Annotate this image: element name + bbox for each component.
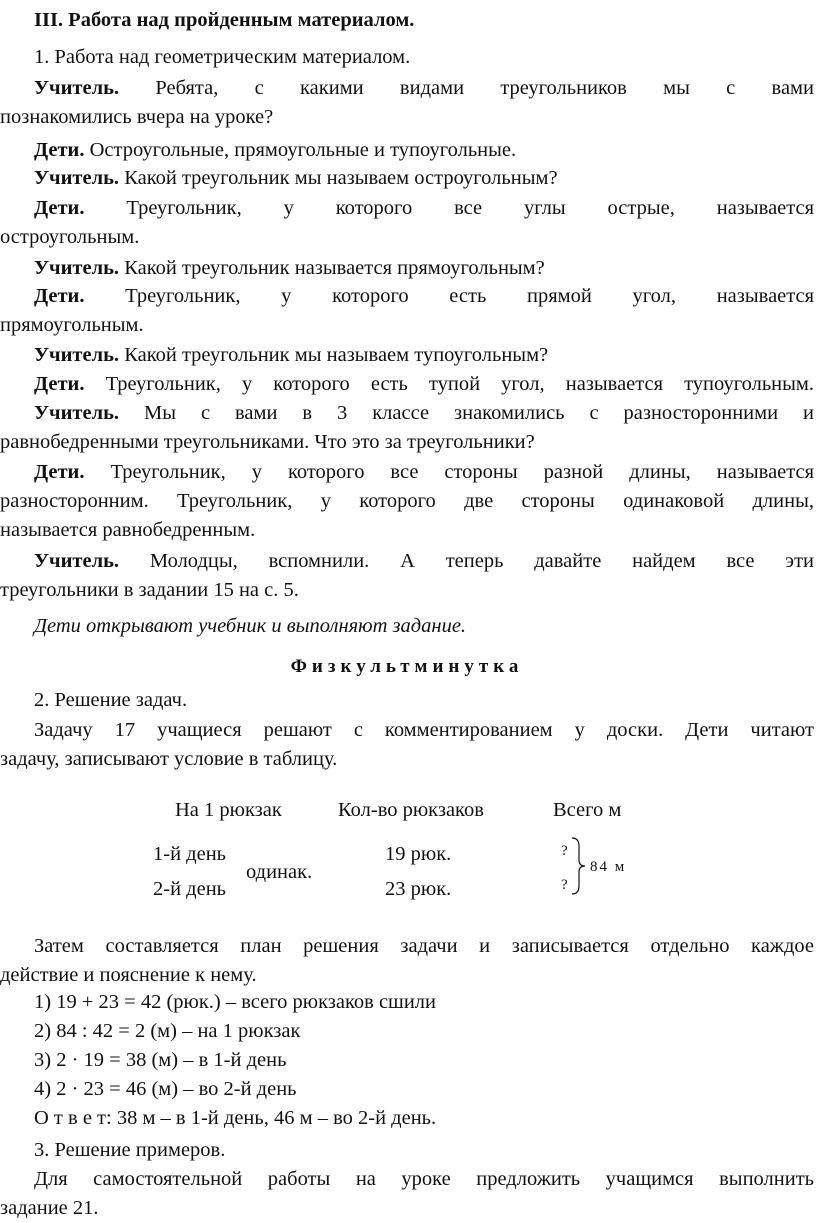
dialogue-line: Дети. Треугольник, у которого все углы острые, называется	[34, 197, 814, 219]
table-cell-total: ?	[561, 877, 568, 893]
dialogue-line: называется равнобедренным.	[0, 519, 256, 541]
solution-step: 3) 2 · 19 = 38 (м) – в 1-й день	[34, 1049, 287, 1071]
plan-line: действие и пояснение к нему.	[0, 964, 257, 986]
table-cell-day: 2-й день	[153, 878, 227, 900]
table-header: Кол-во рюкзаков	[338, 799, 484, 821]
curly-brace-icon	[570, 836, 588, 896]
dialogue-line: прямоугольным.	[0, 314, 144, 336]
plan-line: Затем составляется план решения задачи и записывается отдельно каждое	[34, 935, 814, 957]
fizkultminutka-heading: Физкультминутка	[290, 656, 524, 677]
dialogue-line: Учитель. Ребята, с какими видами треугольников мы с вами	[34, 77, 814, 99]
dialogue-line: Дети. Треугольник, у которого все стороны разной длины, называется	[34, 461, 814, 483]
table-header: На 1 рюкзак	[175, 799, 282, 821]
table-cell-count: 19 рюк.	[385, 843, 452, 865]
answer-label: О т в е т:	[34, 1107, 112, 1129]
dialogue-line: остроугольным.	[0, 226, 140, 248]
table-cell-per-backpack: одинак.	[246, 861, 313, 883]
independent-work-line: задание 21.	[0, 1197, 99, 1219]
dialogue-line: Дети. Треугольник, у которого есть тупой угол, называется тупоугольным.	[34, 373, 814, 395]
solution-step: 2) 84 : 42 = 2 (м) – на 1 рюкзак	[34, 1020, 301, 1042]
dialogue-line: Учитель. Какой треугольник называется прямоугольным?	[34, 257, 545, 279]
table-total-sum: 84 м	[590, 859, 627, 875]
section-title: III. Работа над пройденным материалом.	[34, 9, 415, 31]
answer-line	[34, 1104, 816, 1133]
dialogue-line: разносторонним. Треугольник, у которого две стороны одинаковой длины,	[0, 490, 814, 512]
solution-step: 4) 2 · 23 = 46 (м) – во 2-й день	[34, 1078, 297, 1100]
dialogue-line: познакомились вчера на уроке?	[0, 106, 274, 128]
table-cell-count: 23 рюк.	[385, 878, 452, 900]
independent-work-line: Для самостоятельной работы на уроке предложить учащимся выполнить	[34, 1168, 814, 1190]
dialogue-line: равнобедренными треугольниками. Что это за треугольники?	[0, 431, 535, 453]
item-1-heading: 1. Работа над геометрическим материалом.	[34, 46, 411, 68]
dialogue-line: Учитель. Какой треугольник мы называем остроугольным?	[34, 167, 558, 189]
answer-text: 38 м – в 1-й день, 46 м – во 2-й день.	[116, 1107, 437, 1129]
dialogue-line: треугольники в задании 15 на с. 5.	[0, 579, 299, 601]
table-cell-total: ?	[561, 843, 568, 859]
item-3-heading: 3. Решение примеров.	[34, 1139, 226, 1161]
dialogue-line: Учитель. Какой треугольник мы называем тупоугольным?	[34, 344, 549, 366]
task-intro-line: Задачу 17 учащиеся решают с комментированием у доски. Дети читают	[34, 719, 814, 741]
dialogue-line: Дети. Треугольник, у которого есть прямой угол, называется	[34, 285, 814, 307]
table-header: Всего м	[553, 799, 622, 821]
solution-step: 1) 19 + 23 = 42 (рюк.) – всего рюкзаков сшили	[34, 991, 437, 1013]
stage-direction: Дети открывают учебник и выполняют задание.	[34, 615, 467, 637]
dialogue-line: Учитель. Молодцы, вспомнили. А теперь давайте найдем все эти	[34, 550, 814, 572]
item-2-heading: 2. Решение задач.	[34, 689, 188, 711]
dialogue-line: Учитель. Мы с вами в 3 классе знакомились с разносторонними и	[34, 402, 814, 424]
task-intro-line: задачу, записывают условие в таблицу.	[0, 748, 338, 770]
dialogue-line: Дети. Остроугольные, прямоугольные и тупоугольные.	[34, 139, 517, 161]
table-cell-day: 1-й день	[153, 843, 227, 865]
